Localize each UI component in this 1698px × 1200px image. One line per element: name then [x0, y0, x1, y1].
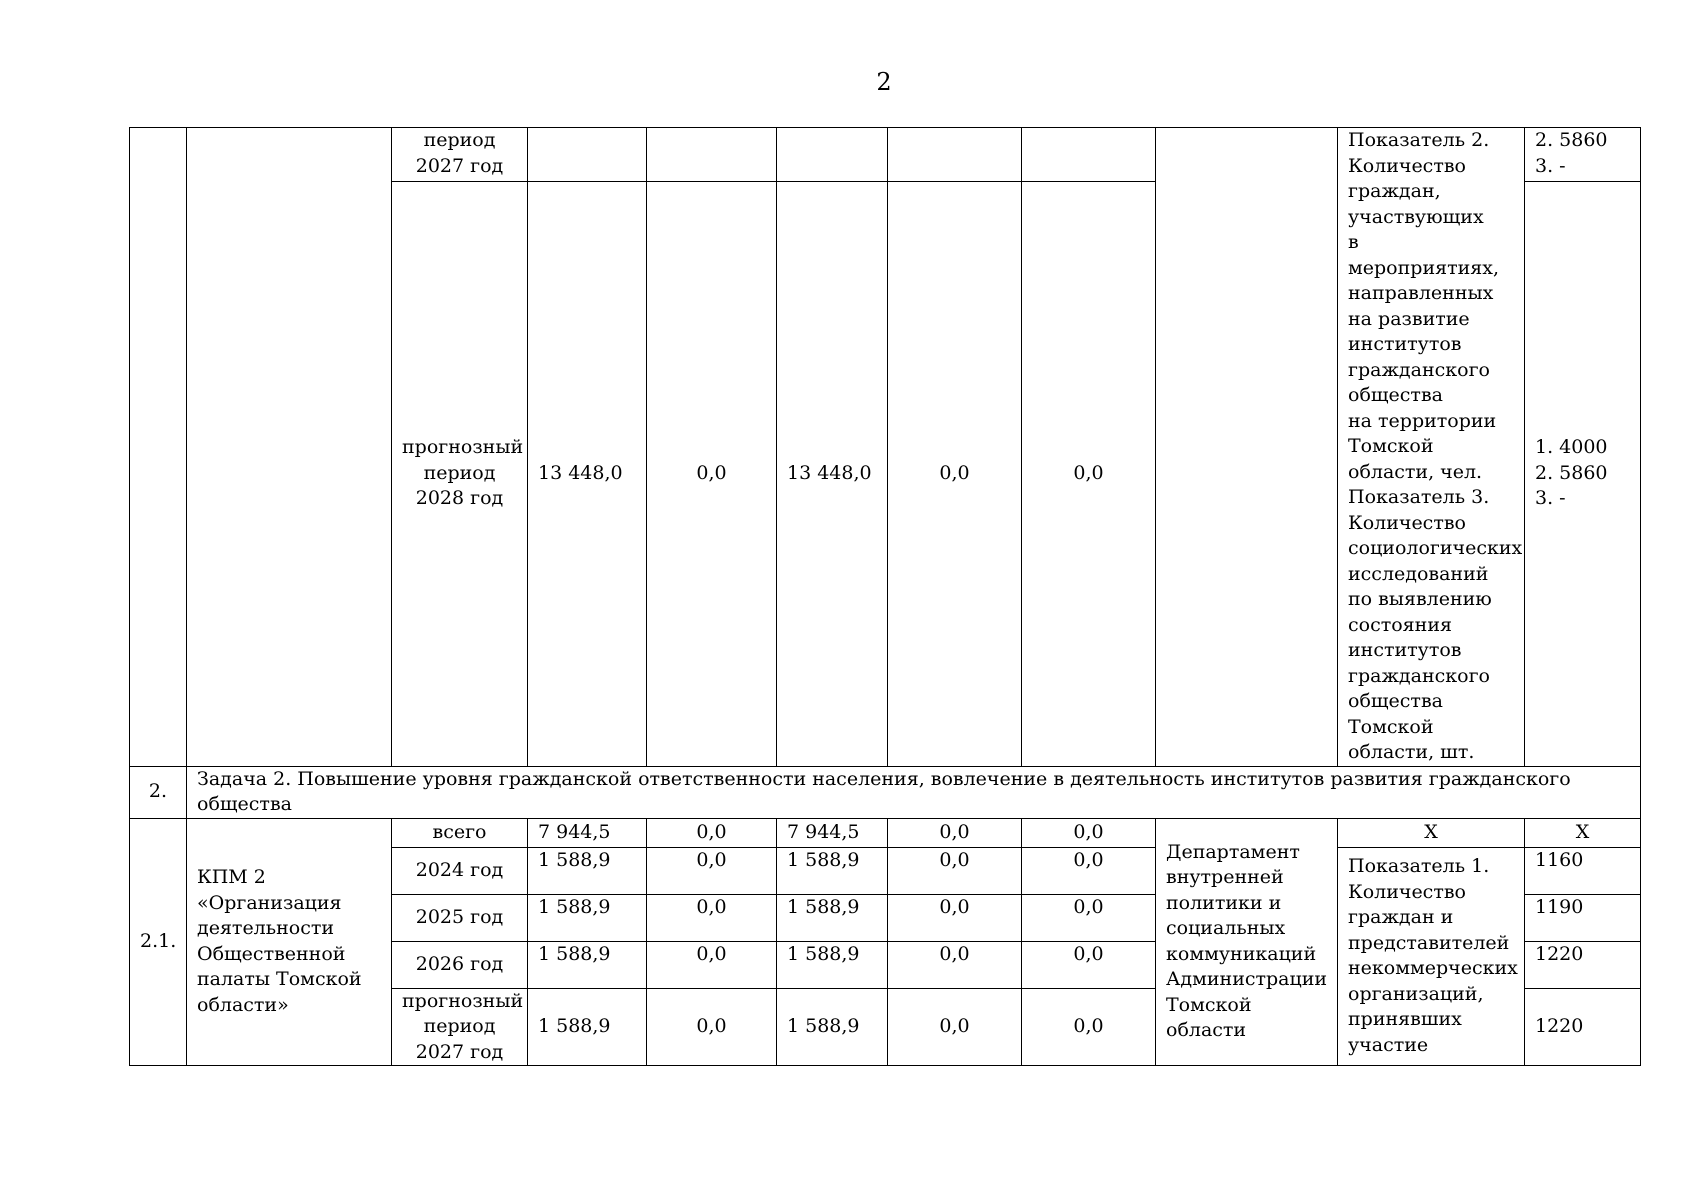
table-row [130, 818, 1641, 847]
value-cell: 0,0 [647, 847, 777, 894]
target-cell: 1160 [1525, 847, 1641, 894]
cell-empty [1022, 128, 1156, 182]
value-cell: 1 588,9 [777, 847, 888, 894]
value-cell: 0,0 [888, 818, 1022, 847]
indicator-x: X [1338, 818, 1525, 847]
year-label: 2024 год [392, 847, 528, 894]
period-2027-label [392, 128, 528, 182]
value-cell: 13 448,0 [528, 181, 647, 766]
page-number: 2 [876, 68, 892, 96]
targets-2028: 1. 4000 2. 5860 3. - [1525, 181, 1641, 766]
value-cell: 0,0 [647, 988, 777, 1066]
value-cell: 1 588,9 [777, 894, 888, 941]
executor: Департамент внутренней политики и социальных коммуникаций Администрации Томской области [1156, 818, 1338, 1066]
period-label-line: 2027 год [415, 154, 504, 177]
value-cell: 1 588,9 [777, 941, 888, 988]
cell-empty [528, 128, 647, 182]
value-cell: 0,0 [1022, 894, 1156, 941]
cell-empty [647, 128, 777, 182]
value-cell: 0,0 [1022, 941, 1156, 988]
value-cell: 0,0 [888, 941, 1022, 988]
task-text: Задача 2. Повышение уровня гражданской ответственности населения, вовлечение в деятельность институтов развития гражданского общества [187, 766, 1641, 818]
value-cell: 0,0 [647, 941, 777, 988]
period-label-line: период [423, 129, 496, 151]
cell-name-empty [187, 128, 392, 767]
value-cell: 1 588,9 [528, 894, 647, 941]
task-row [130, 766, 1641, 818]
value-cell: 0,0 [1022, 847, 1156, 894]
total-label: всего [392, 818, 528, 847]
year-label: 2026 год [392, 941, 528, 988]
targets-2027: 2. 5860 3. - [1525, 128, 1641, 182]
value-cell: 0,0 [888, 988, 1022, 1066]
value-cell: 0,0 [888, 894, 1022, 941]
value-cell: 0,0 [647, 181, 777, 766]
forecast-2027-label: прогнозный период 2027 год [392, 988, 528, 1066]
cell-number-empty [130, 128, 187, 767]
value-cell: 1 588,9 [528, 847, 647, 894]
cell-empty [888, 128, 1022, 182]
value-cell: 1 588,9 [528, 988, 647, 1066]
table-row [130, 128, 1641, 182]
value-cell: 0,0 [647, 894, 777, 941]
cell-empty [777, 128, 888, 182]
forecast-2028-label: прогнозный период 2028 год [392, 181, 528, 766]
value-cell: 1 588,9 [528, 941, 647, 988]
value-cell: 7 944,5 [777, 818, 888, 847]
value-cell: 0,0 [1022, 181, 1156, 766]
indicators-text: Показатель 2. Количество граждан, участвующих в мероприятиях, направленных на развитие институтов гражданского общества на территории Томской области, чел. Показатель 3. Количество социологических исследований по выявлению состояния институтов гражданского общества Томской области, шт. [1338, 128, 1525, 767]
value-cell: 13 448,0 [777, 181, 888, 766]
value-cell: 0,0 [1022, 818, 1156, 847]
task-number: 2. [130, 766, 187, 818]
kpm-name: КПМ 2 «Организация деятельности Общественной палаты Томской области» [187, 818, 392, 1066]
target-cell: 1220 [1525, 988, 1641, 1066]
target-cell: 1190 [1525, 894, 1641, 941]
target-cell: 1220 [1525, 941, 1641, 988]
kpm-indicator: Показатель 1. Количество граждан и представителей некоммерческих организаций, принявших участие [1338, 847, 1525, 1066]
value-cell: 0,0 [647, 818, 777, 847]
year-label: 2025 год [392, 894, 528, 941]
value-cell: 0,0 [888, 847, 1022, 894]
executor-cell-empty [1156, 128, 1338, 767]
value-cell: 0,0 [888, 181, 1022, 766]
kpm-number: 2.1. [130, 818, 187, 1066]
budget-table [129, 127, 1641, 1066]
target-x: X [1525, 818, 1641, 847]
value-cell: 0,0 [1022, 988, 1156, 1066]
value-cell: 1 588,9 [777, 988, 888, 1066]
value-cell: 7 944,5 [528, 818, 647, 847]
